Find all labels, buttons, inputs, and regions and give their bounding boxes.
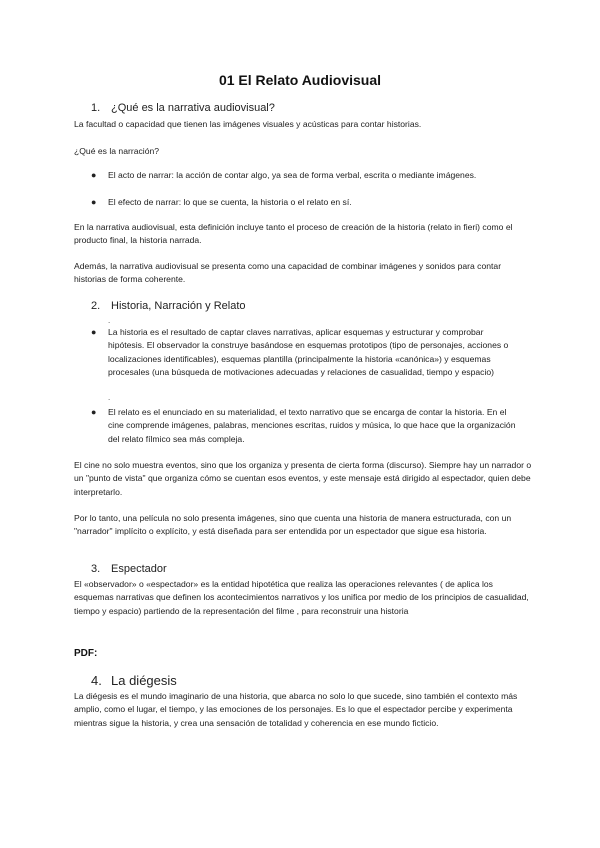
section-1-subheading: ¿Qué es la narración? — [74, 146, 160, 156]
section-2-title: Historia, Narración y Relato — [111, 300, 246, 312]
section-2-heading — [91, 300, 246, 312]
section-2-bullet-2: El relato es el enunciado en su materialidad, el texto narrativo que se encarga de contar la historia. En el cine comprende imágenes, palabras, menciones escritas, ruidos y música, lo que hace que la organización del relato fílmico sea más compleja. — [108, 407, 516, 444]
bullet-marker: ● — [91, 197, 97, 207]
section-1-paragraph-3: Además, la narrativa audiovisual se presenta como una capacidad de combinar imágenes y sonidos para contar historias de forma coherente. — [74, 261, 502, 285]
pdf-label: PDF: — [74, 648, 98, 659]
section-2-number: 2. — [91, 300, 101, 312]
section-1-number: 1. — [91, 102, 101, 114]
section-4-number: 4. — [91, 673, 102, 688]
document-title: 01 El Relato Audiovisual — [218, 72, 382, 88]
section-1-paragraph-2: En la narrativa audiovisual, esta definición incluye tanto el proceso de creación de la historia (relato in fieri) como el producto final, la historia narrada. — [74, 222, 513, 246]
section-1-paragraph: La facultad o capacidad que tienen las imágenes visuales y acústicas para contar historias. — [74, 119, 422, 129]
section-4-title: La diégesis — [111, 673, 177, 688]
section-2-paragraph-1: El cine no solo muestra eventos, sino que los organiza y presenta de cierta forma (discurso). Siempre hay un narrador o un "punto de vista" que organiza cómo se cuentan esos eventos, y este mensaje está dirigido al espectador, quien debe interpretarlo. — [74, 460, 532, 497]
section-2-bullet-1: La historia es el resultado de captar claves narrativas, aplicar esquemas y estructurar y comprobar hipótesis. El observador la construye basándose en esquemas prototipos (tipo de personajes, acciones o localizaciones identificables), esquemas plantilla (principalmente la historia «canónica») y esquemas procesales (una búsqueda de motivaciones adecuadas y relaciones de casualidad, tiempo y espacio) — [108, 327, 509, 378]
section-1-heading — [91, 102, 275, 114]
section-3-title: Espectador — [111, 563, 167, 575]
bullet-marker: ● — [91, 407, 97, 417]
dot-marker: . — [108, 393, 111, 402]
section-3-heading — [91, 563, 167, 575]
section-3-number: 3. — [91, 563, 101, 575]
section-4-paragraph: La diégesis es el mundo imaginario de una historia, que abarca no solo lo que sucede, sino también el contexto más amplio, como el lugar, el tiempo, y las emociones de los personajes. Es lo que el espectador percibe y experimenta mientras sigue la historia, y crea una sensación de totalidad y coherencia en ese mundo ficticio. — [74, 691, 518, 728]
bullet-marker: ● — [91, 327, 97, 337]
section-3-paragraph: El «observador» o «espectador» es la entidad hipotética que realiza las operaciones relevantes ( de aplica los esquemas narrativas que definen los acontecimientos narrativos y los unifica por medio de los principios de casualidad, tiempo y espacio) partiendo de la representación del filme , para reconstruir una historia — [74, 579, 529, 616]
section-1-bullet-1: El acto de narrar: la acción de contar algo, ya sea de forma verbal, escrita o mediante imágenes. — [108, 170, 477, 180]
section-4-heading — [91, 673, 177, 688]
section-1-title: ¿Qué es la narrativa audiovisual? — [111, 102, 275, 114]
dot-marker: . — [108, 316, 111, 325]
bullet-marker: ● — [91, 170, 97, 180]
section-2-paragraph-2: Por lo tanto, una película no solo presenta imágenes, sino que cuenta una historia de manera estructurada, con un "narrador" implícito o explícito, y está diseñada para ser entendida por un espectador que sigue esa historia. — [74, 513, 512, 537]
section-1-bullet-2: El efecto de narrar: lo que se cuenta, la historia o el relato en sí. — [108, 197, 352, 207]
